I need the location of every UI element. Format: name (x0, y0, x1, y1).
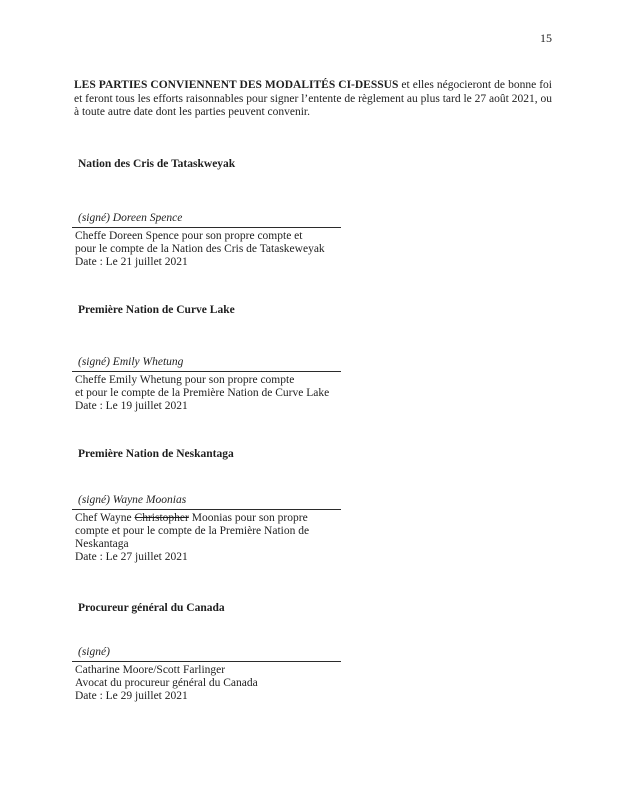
signature-block (72, 303, 552, 413)
caption-line: pour le compte de la Nation des Cris de Tataskeweyak (75, 243, 325, 255)
caption-line: Chef Wayne Christopher Moonias pour son propre (75, 512, 308, 524)
date-line: Date : Le 19 juillet 2021 (75, 400, 188, 412)
caption-line: Neskantaga (75, 538, 129, 550)
signature-block (72, 601, 552, 703)
date-line: Date : Le 29 juillet 2021 (75, 690, 188, 702)
party-name: Procureur général du Canada (78, 602, 225, 614)
signature-line: (signé) Wayne Moonias (72, 494, 341, 510)
signatory-description (75, 512, 552, 551)
signature-block (72, 447, 552, 564)
caption-line: Catharine Moore/Scott Farlinger (75, 664, 226, 676)
signature-line: (signé) Doreen Spence (72, 212, 341, 228)
party-name: Nation des Cris de Tataskweyak (78, 158, 236, 170)
intro-body-text: et elles négocieront de bonne foi et feront tous les efforts raisonnables pour signer l’entente de règlement au plus tard le 27 août 2021, ou à toute autre date dont les parties peuvent convenir. (74, 79, 552, 118)
party-name: Première Nation de Neskantaga (78, 448, 234, 460)
signature-block (72, 157, 552, 269)
caption-line: Avocat du procureur général du Canada (75, 677, 258, 689)
caption-line: Cheffe Emily Whetung pour son propre compte (75, 374, 295, 386)
signatory-description (75, 230, 552, 256)
intro-bold-clause: LES PARTIES CONVIENNENT DES MODALITÉS CI-DESSUS (74, 79, 399, 91)
caption-line: Cheffe Doreen Spence pour son propre compte et (75, 230, 303, 242)
date-line: Date : Le 21 juillet 2021 (75, 256, 188, 268)
signatory-description (75, 374, 552, 400)
party-name: Première Nation de Curve Lake (78, 304, 235, 316)
signatory-description (75, 664, 552, 690)
intro-paragraph (74, 79, 552, 120)
signature-line: (signé) Emily Whetung (72, 356, 341, 372)
caption-line: compte et pour le compte de la Première Nation de (75, 525, 310, 537)
caption-line: et pour le compte de la Première Nation de Curve Lake (75, 387, 330, 399)
signature-line: (signé) (72, 646, 341, 662)
struck-text: Christopher (134, 512, 189, 524)
date-line: Date : Le 27 juillet 2021 (75, 551, 188, 563)
page-number: 15 (540, 31, 552, 45)
